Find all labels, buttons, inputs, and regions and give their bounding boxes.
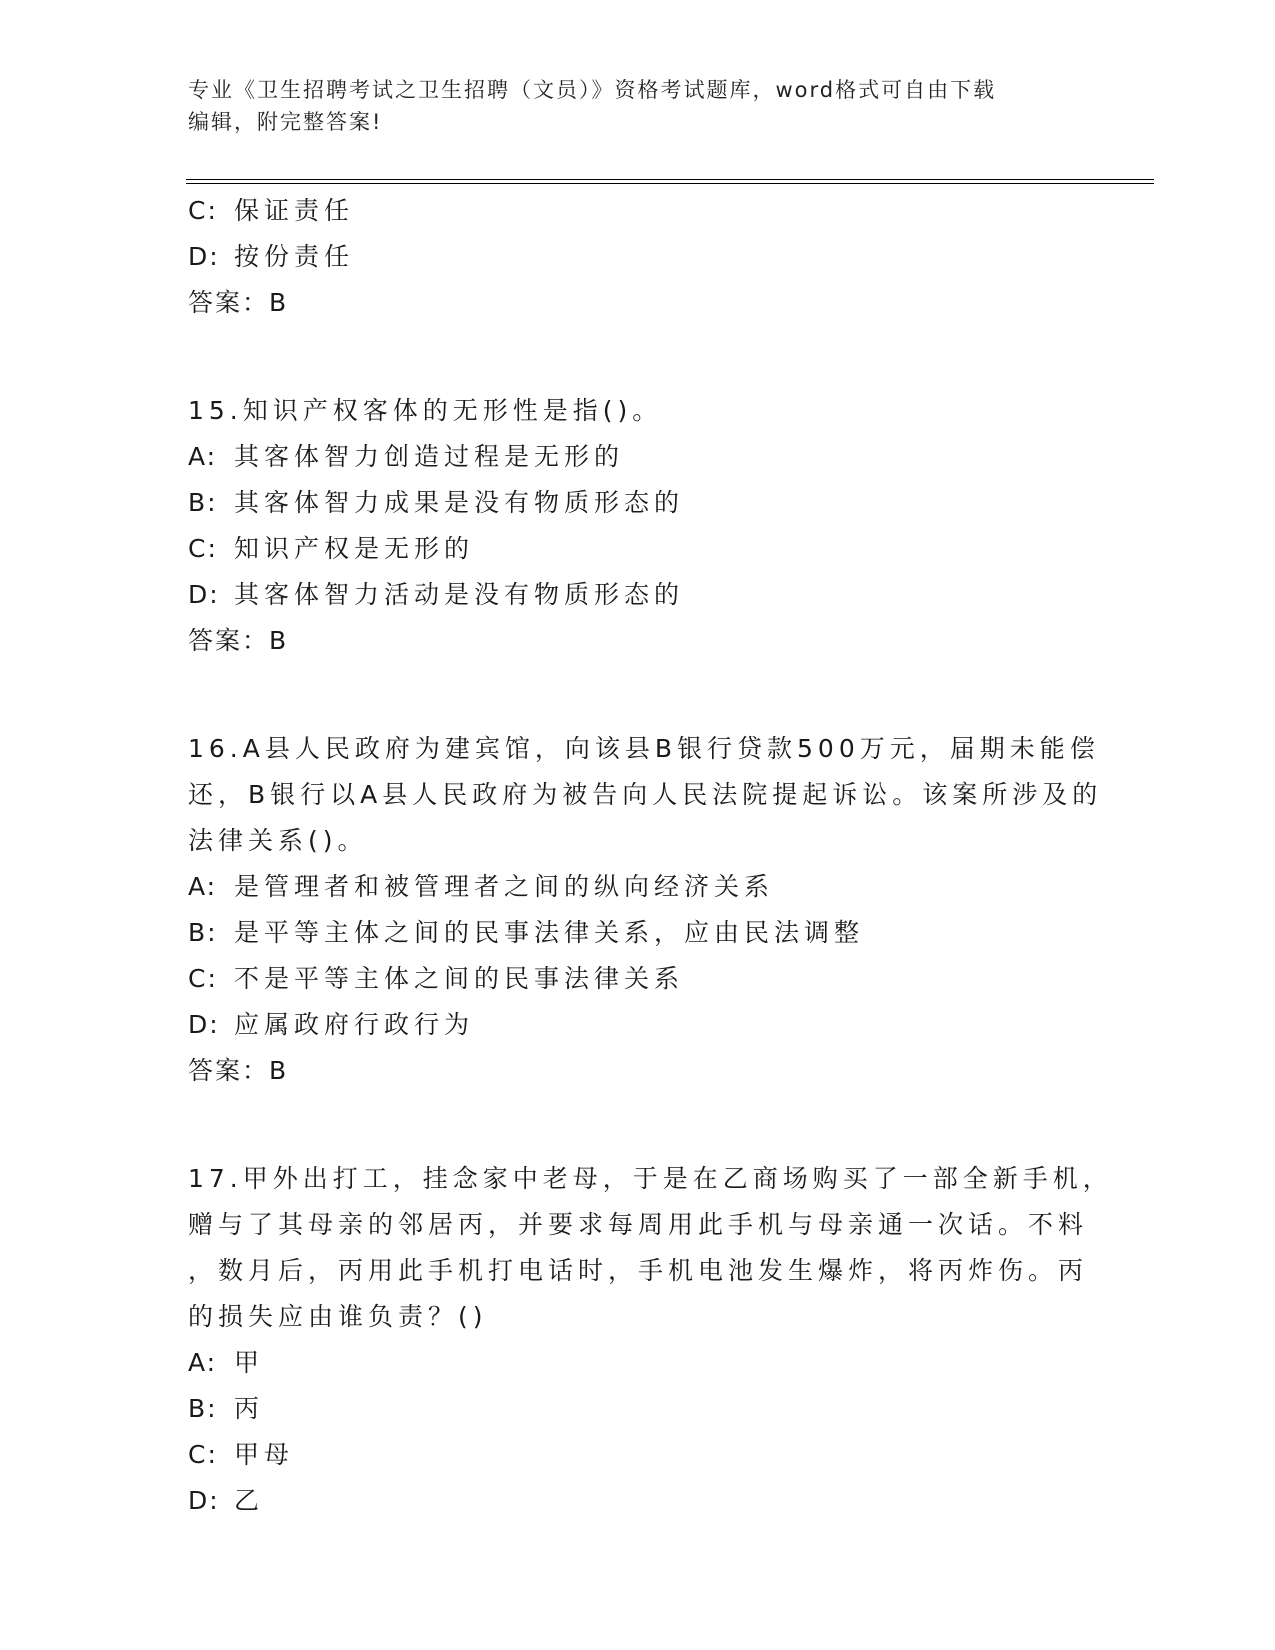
- option-text: 乙: [234, 1486, 265, 1515]
- option-a: [188, 434, 1088, 480]
- option-text: 其客体智力创造过程是无形的: [234, 442, 625, 471]
- question-stem: ，数月后，丙用此手机打电话时，手机电池发生爆炸，将丙炸伤。丙: [188, 1256, 1089, 1285]
- option-d: [188, 572, 1088, 618]
- option-c: [188, 956, 1088, 1002]
- page-header: [188, 74, 1088, 138]
- option-text: 甲母: [234, 1440, 295, 1469]
- answer-line: 答案：B: [188, 288, 289, 317]
- option-key: C:: [188, 534, 218, 563]
- option-a: [188, 864, 1088, 910]
- option-key: C:: [188, 196, 218, 225]
- option-key: A:: [188, 872, 218, 901]
- question-15: [188, 388, 1088, 664]
- option-key: C:: [188, 1440, 218, 1469]
- option-text: 是管理者和被管理者之间的纵向经济关系: [234, 872, 775, 901]
- question-17: [188, 1156, 1113, 1524]
- option-c: [188, 188, 1088, 234]
- option-text: 丙: [234, 1394, 265, 1423]
- option-key: B:: [188, 1394, 218, 1423]
- option-key: D:: [188, 580, 220, 609]
- previous-question-tail: [188, 188, 1088, 326]
- option-b: [188, 910, 1088, 956]
- option-text: 知识产权是无形的: [234, 534, 475, 563]
- option-key: D:: [188, 242, 220, 271]
- option-text: 其客体智力成果是没有物质形态的: [234, 488, 685, 517]
- option-key: D:: [188, 1010, 220, 1039]
- header-line-1: 专业《卫生招聘考试之卫生招聘（文员）》资格考试题库，word格式可自由下载: [188, 78, 997, 102]
- option-key: A:: [188, 442, 218, 471]
- question-stem: 法律关系()。: [188, 826, 368, 855]
- option-key: C:: [188, 964, 218, 993]
- option-text: 保证责任: [234, 196, 355, 225]
- question-16: [188, 726, 1103, 1094]
- answer-line: 答案：B: [188, 626, 289, 655]
- question-stem: 17.甲外出打工，挂念家中老母，于是在乙商场购买了一部全新手机，: [188, 1164, 1113, 1193]
- header-line-2: 编辑，附完整答案!: [188, 110, 383, 134]
- option-key: B:: [188, 918, 218, 947]
- option-text: 甲: [234, 1348, 265, 1377]
- document-body: [188, 188, 1113, 1524]
- option-b: [188, 480, 1088, 526]
- header-divider-top: [186, 179, 1154, 180]
- option-text: 是平等主体之间的民事法律关系，应由民法调整: [234, 918, 865, 947]
- option-d: [188, 1478, 1088, 1524]
- option-d: [188, 1002, 1088, 1048]
- option-text: 其客体智力活动是没有物质形态的: [234, 580, 685, 609]
- option-key: D:: [188, 1486, 220, 1515]
- question-stem: 还，B银行以A县人民政府为被告向人民法院提起诉讼。该案所涉及的: [188, 780, 1103, 809]
- option-text: 应属政府行政行为: [234, 1010, 475, 1039]
- option-key: A:: [188, 1348, 218, 1377]
- option-b: [188, 1386, 1088, 1432]
- option-key: B:: [188, 488, 218, 517]
- option-c: [188, 526, 1088, 572]
- option-text: 不是平等主体之间的民事法律关系: [234, 964, 685, 993]
- option-d: [188, 234, 1088, 280]
- option-text: 按份责任: [234, 242, 355, 271]
- question-stem: 的损失应由谁负责？(): [188, 1302, 488, 1331]
- answer-line: 答案：B: [188, 1056, 289, 1085]
- question-stem: 16.A县人民政府为建宾馆，向该县B银行贷款500万元，届期未能偿: [188, 734, 1100, 763]
- question-stem: 15.知识产权客体的无形性是指()。: [188, 396, 663, 425]
- question-stem: 赠与了其母亲的邻居丙，并要求每周用此手机与母亲通一次话。不料: [188, 1210, 1089, 1239]
- header-divider-bottom: [186, 183, 1154, 184]
- option-a: [188, 1340, 1088, 1386]
- option-c: [188, 1432, 1088, 1478]
